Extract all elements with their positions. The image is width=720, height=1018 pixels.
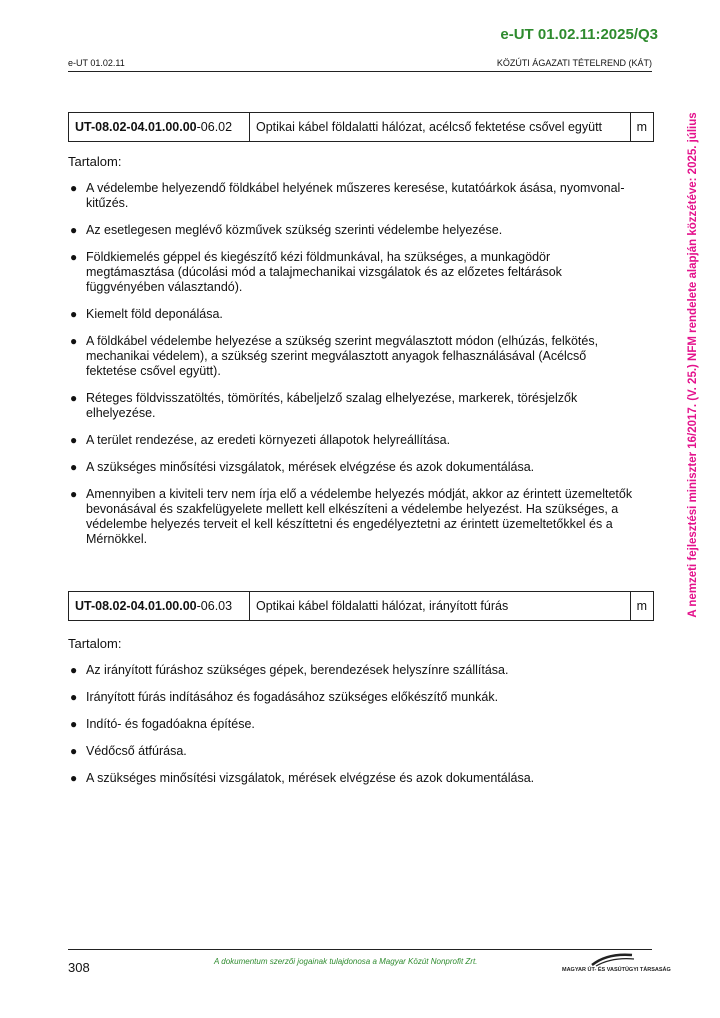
list-item <box>68 223 638 238</box>
list-item-text: Földkiemelés géppel és kiegészítő kézi földmunkával, ha szükséges, a munkagödör megtámasztása (dúcolási mód a talajmechanikai vizsgálatok és az előzetes feltárások függvényében választandó). <box>86 250 562 294</box>
list-item <box>68 663 638 678</box>
bullet-icon: ● <box>70 717 78 731</box>
list-item-text: A földkábel védelembe helyezése a szükség szerint megválasztott módon (elhúzás, felkötés, mechanikai védelem), a szükség szerint megválasztott anyagok felhasználásával (Acélcső fektetése csővel együtt). <box>86 334 599 378</box>
bullet-icon: ● <box>70 250 78 264</box>
list-item-text: A terület rendezése, az eredeti környezeti állapotok helyreállítása. <box>86 433 451 447</box>
bullet-icon: ● <box>70 487 78 501</box>
item-description: Optikai kábel földalatti hálózat, acélcső fektetése csővel együtt <box>250 113 631 142</box>
content-label: Tartalom: <box>68 636 122 651</box>
list-item-text: A szükséges minősítési vizsgálatok, mérések elvégzése és azok dokumentálása. <box>86 771 535 785</box>
item-unit: m <box>630 113 653 142</box>
bullet-icon: ● <box>70 307 78 321</box>
item-code-main: UT-08.02-04.01.00.00 <box>75 120 197 134</box>
list-item <box>68 181 638 211</box>
bullet-icon: ● <box>70 690 78 704</box>
list-item <box>68 771 638 786</box>
list-item-text: A védelembe helyezendő földkábel helyének műszeres keresése, kutatóárkok ásása, nyomvonal-kitűzés. <box>86 181 625 210</box>
item-table-1 <box>68 112 654 142</box>
bullet-icon: ● <box>70 334 78 348</box>
list-item-text: Amennyiben a kiviteli terv nem írja elő a védelembe helyezés módját, akkor az érintett üzemeltetők bevonásával és szakfelügyelete mellett kell elkészíteni a védelembe helyezést. Ha szükséges, a védelembe helyezés terveit el kell készíttetni és engedélyeztetni az érintett üzemeltetőkkel és a Mérnökkel. <box>86 487 633 546</box>
society-logo <box>562 951 671 973</box>
logo-text: MAGYAR ÚT- ÉS VASÚTÜGYI TÁRSASÁG <box>562 967 671 973</box>
running-header-right: KÖZÚTI ÁGAZATI TÉTELREND (KÁT) <box>496 58 652 68</box>
list-item <box>68 460 638 475</box>
side-publication-note-text: A nemzeti fejlesztési miniszter 16/2017. (V. 25.) NFM rendelete alapján közzétéve: 2025. július <box>687 112 699 618</box>
item-code <box>69 592 250 621</box>
document-code: e-UT 01.02.11:2025/Q3 <box>500 26 658 43</box>
road-arc-icon <box>562 951 658 967</box>
item-code <box>69 113 250 142</box>
list-item-text: Irányított fúrás indításához és fogadásához szükséges előkészítő munkák. <box>86 690 499 704</box>
list-item-text: Indító- és fogadóakna építése. <box>86 717 255 731</box>
bullet-icon: ● <box>70 391 78 405</box>
bullet-list-2 <box>68 663 638 798</box>
list-item <box>68 391 638 421</box>
list-item <box>68 744 638 759</box>
list-item <box>68 250 638 295</box>
list-item <box>68 307 638 322</box>
item-code-suffix: -06.02 <box>196 120 233 134</box>
list-item-text: Az esetlegesen meglévő közművek szükség szerinti védelembe helyezése. <box>86 223 503 237</box>
bullet-icon: ● <box>70 223 78 237</box>
list-item <box>68 334 638 379</box>
item-code-main: UT-08.02-04.01.00.00 <box>75 599 197 613</box>
bullet-icon: ● <box>70 771 78 785</box>
copyright-notice: A dokumentum szerzői jogainak tulajdonosa a Magyar Közút Nonprofit Zrt. <box>214 957 478 966</box>
list-item-text: A szükséges minősítési vizsgálatok, mérések elvégzése és azok dokumentálása. <box>86 460 535 474</box>
bullet-icon: ● <box>70 663 78 677</box>
bullet-icon: ● <box>70 460 78 474</box>
footer-rule <box>68 949 652 950</box>
page-number: 308 <box>68 960 90 975</box>
item-unit: m <box>630 592 653 621</box>
list-item-text: Réteges földvisszatöltés, tömörítés, kábeljelző szalag elhelyezése, markerek, törésjelzők elhelyezése. <box>86 391 578 420</box>
list-item-text: Kiemelt föld deponálása. <box>86 307 223 321</box>
item-code-suffix: -06.03 <box>196 599 233 613</box>
bullet-icon: ● <box>70 433 78 447</box>
list-item-text: Az irányított fúráshoz szükséges gépek, berendezések helyszínre szállítása. <box>86 663 509 677</box>
list-item-text: Védőcső átfúrása. <box>86 744 187 758</box>
content-label: Tartalom: <box>68 154 122 169</box>
bullet-icon: ● <box>70 744 78 758</box>
item-table-2 <box>68 591 654 621</box>
running-header-left: e-UT 01.02.11 <box>68 58 125 68</box>
item-description: Optikai kábel földalatti hálózat, irányított fúrás <box>250 592 631 621</box>
bullet-icon: ● <box>70 181 78 195</box>
list-item <box>68 717 638 732</box>
running-header <box>68 57 652 72</box>
list-item <box>68 487 638 547</box>
bullet-list-1 <box>68 181 638 559</box>
list-item <box>68 690 638 705</box>
list-item <box>68 433 638 448</box>
